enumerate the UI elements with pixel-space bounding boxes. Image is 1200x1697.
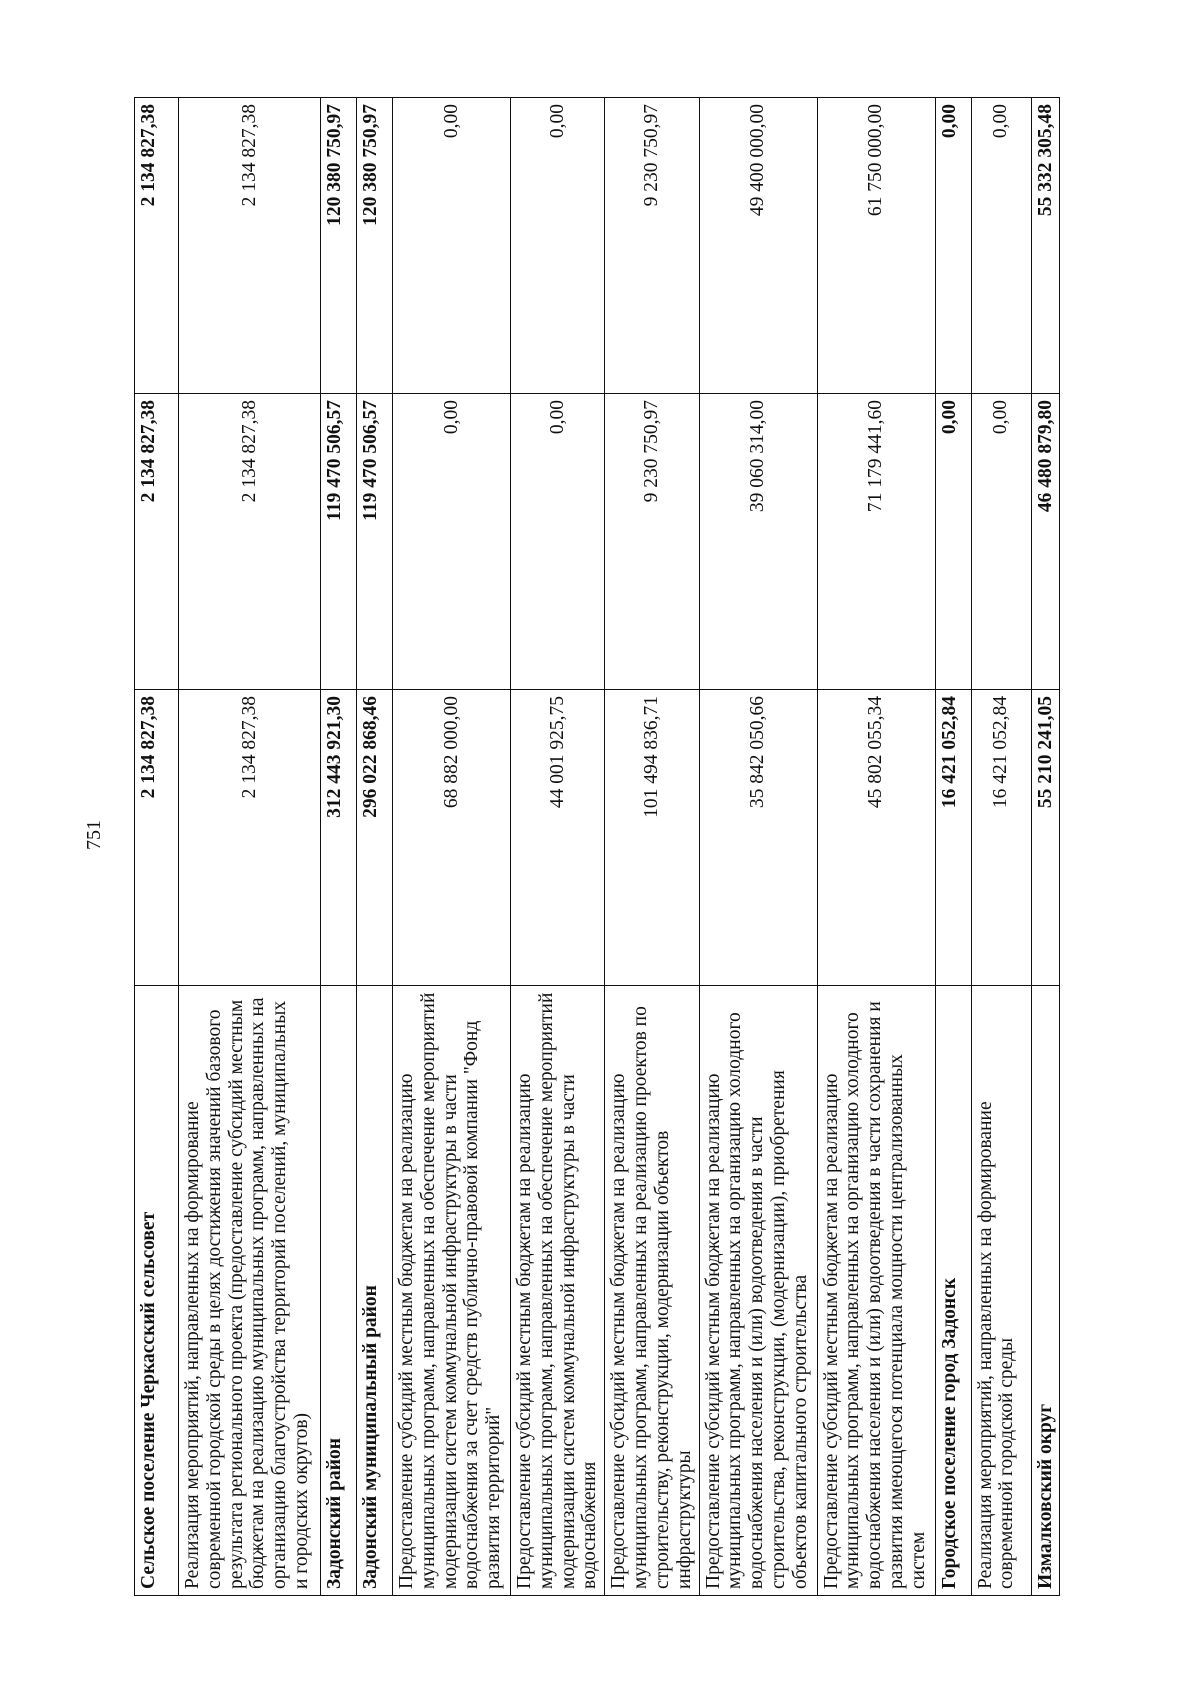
row-label: Предоставление субсидий местным бюджетам на реализацию муниципальных программ, направленных на реализацию проектов по строительству, реконструкции, модернизации объектов инфраструктуры bbox=[605, 986, 699, 1596]
amount-cell: 2 134 827,38 bbox=[179, 690, 321, 986]
amount-cell: 119 470 506,57 bbox=[321, 394, 357, 690]
row-label: Реализация мероприятий, направленных на формирование современной городской среды bbox=[971, 986, 1031, 1596]
amount-cell: 45 802 055,34 bbox=[817, 690, 935, 986]
table-row bbox=[357, 98, 393, 1596]
amount-cell: 2 134 827,38 bbox=[135, 394, 179, 690]
row-label: Предоставление субсидий местным бюджетам на реализацию муниципальных программ, направленных на обеспечение мероприятий модернизации систем коммунальной инфраструктуры в части водоснабжения bbox=[511, 986, 605, 1596]
table-row bbox=[817, 98, 935, 1596]
row-label: Задонский район bbox=[321, 986, 357, 1596]
rotated-page-content bbox=[134, 98, 1054, 1596]
row-label: Реализация мероприятий, направленных на формирование современной городской среды в целях достижения значений базового результата регионального проекта (предоставление субсидий местным бюджетам на реализацию муниципальных программ, направленных на организацию благоустройства территорий поселений, муниципальных и городских округов) bbox=[179, 986, 321, 1596]
amount-cell: 9 230 750,97 bbox=[605, 394, 699, 690]
row-label: Предоставление субсидий местным бюджетам на реализацию муниципальных программ, направленных на организацию холодного водоснабжения населения и (или) водоотведения в части строительства, реконструкции, (модернизации), приобретения объектов капитального строительства bbox=[699, 986, 817, 1596]
amount-cell: 68 882 000,00 bbox=[393, 690, 511, 986]
row-label: Предоставление субсидий местным бюджетам на реализацию муниципальных программ, направленных на организацию холодного водоснабжения населения и (или) водоотведения в части сохранения и развития имеющегося потенциала мощности централизованных систем bbox=[817, 986, 935, 1596]
amount-cell: 0,00 bbox=[935, 98, 971, 394]
amount-cell: 9 230 750,97 bbox=[605, 98, 699, 394]
table-row bbox=[1031, 98, 1060, 1596]
amount-cell: 35 842 050,66 bbox=[699, 690, 817, 986]
amount-cell: 312 443 921,30 bbox=[321, 690, 357, 986]
amount-cell: 2 134 827,38 bbox=[135, 98, 179, 394]
amount-cell: 46 480 879,80 bbox=[1031, 394, 1060, 690]
amount-cell: 71 179 441,60 bbox=[817, 394, 935, 690]
table-row bbox=[179, 98, 321, 1596]
amount-cell: 55 210 241,05 bbox=[1031, 690, 1060, 986]
amount-cell: 2 134 827,38 bbox=[179, 98, 321, 394]
amount-cell: 2 134 827,38 bbox=[179, 394, 321, 690]
table-row bbox=[605, 98, 699, 1596]
row-label: Городское поселение город Задонск bbox=[935, 986, 971, 1596]
row-label: Задонский муниципальный район bbox=[357, 986, 393, 1596]
amount-cell: 0,00 bbox=[971, 394, 1031, 690]
amount-cell: 16 421 052,84 bbox=[935, 690, 971, 986]
amount-cell: 55 332 305,48 bbox=[1031, 98, 1060, 394]
amount-cell: 39 060 314,00 bbox=[699, 394, 817, 690]
amount-cell: 44 001 925,75 bbox=[511, 690, 605, 986]
table-row bbox=[935, 98, 971, 1596]
row-label: Сельское поселение Черкасский сельсовет bbox=[135, 986, 179, 1596]
table-row bbox=[135, 98, 179, 1596]
page-number: 751 bbox=[83, 820, 105, 850]
budget-subsidy-table bbox=[134, 97, 1060, 1596]
table-row bbox=[321, 98, 357, 1596]
amount-cell: 119 470 506,57 bbox=[357, 394, 393, 690]
table-row bbox=[511, 98, 605, 1596]
amount-cell: 0,00 bbox=[511, 394, 605, 690]
amount-cell: 0,00 bbox=[935, 394, 971, 690]
amount-cell: 101 494 836,71 bbox=[605, 690, 699, 986]
amount-cell: 2 134 827,38 bbox=[135, 690, 179, 986]
amount-cell: 0,00 bbox=[971, 98, 1031, 394]
amount-cell: 16 421 052,84 bbox=[971, 690, 1031, 986]
row-label: Измалковский округ bbox=[1031, 986, 1060, 1596]
table-row bbox=[971, 98, 1031, 1596]
row-label: Предоставление субсидий местным бюджетам на реализацию муниципальных программ, направленных на обеспечение мероприятий модернизации систем коммунальной инфраструктуры в части водоснабжения за счет средств публично-правовой компании "Фонд развития территорий" bbox=[393, 986, 511, 1596]
amount-cell: 0,00 bbox=[393, 394, 511, 690]
table-row bbox=[393, 98, 511, 1596]
amount-cell: 296 022 868,46 bbox=[357, 690, 393, 986]
amount-cell: 0,00 bbox=[393, 98, 511, 394]
amount-cell: 120 380 750,97 bbox=[321, 98, 357, 394]
table-row bbox=[699, 98, 817, 1596]
amount-cell: 61 750 000,00 bbox=[817, 98, 935, 394]
amount-cell: 0,00 bbox=[511, 98, 605, 394]
amount-cell: 49 400 000,00 bbox=[699, 98, 817, 394]
amount-cell: 120 380 750,97 bbox=[357, 98, 393, 394]
